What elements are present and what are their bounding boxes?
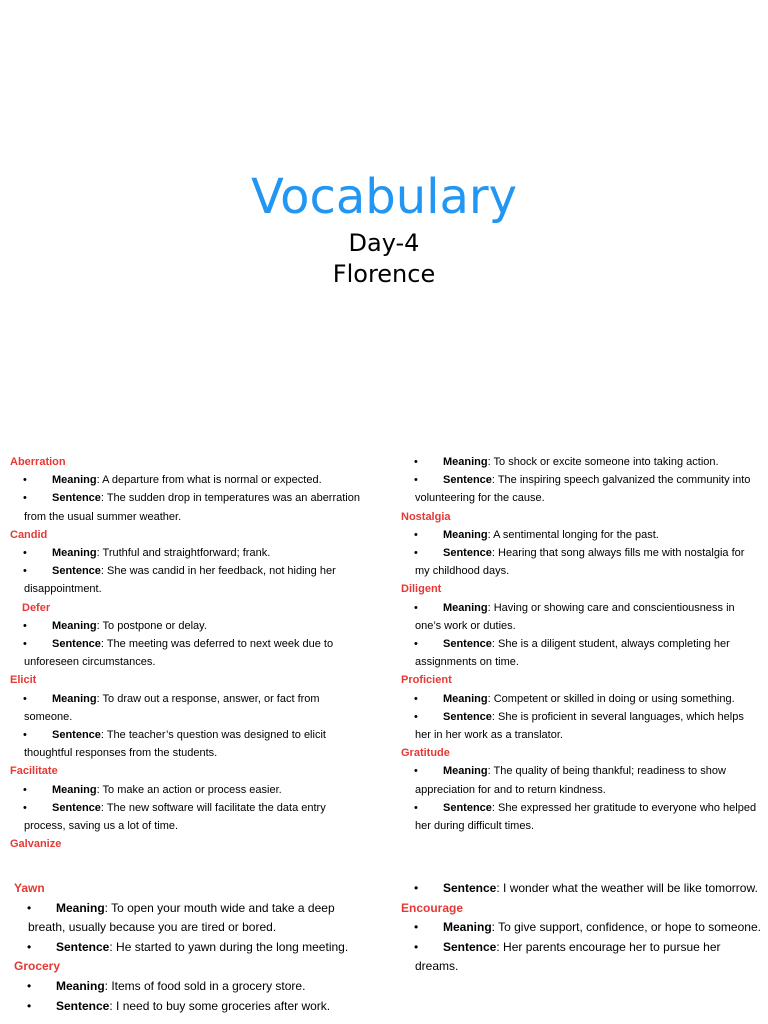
sentence-item: [401, 938, 761, 977]
sentence-label: Sentence: [443, 881, 497, 895]
vocab-term: Diligent: [401, 583, 442, 596]
meaning-label: Meaning: [52, 619, 97, 632]
sentence-item: [10, 726, 370, 762]
meaning-label: Meaning: [443, 692, 488, 705]
vocab-column-3: [14, 879, 374, 1016]
sentence-label: Sentence: [443, 547, 492, 560]
vocab-term: Proficient: [401, 674, 452, 687]
bullet-icon: •: [414, 528, 418, 541]
bullet-icon: •: [414, 474, 418, 487]
bullet-icon: •: [27, 978, 32, 993]
vocab-term: Elicit: [10, 674, 37, 687]
bullet-icon: •: [27, 939, 32, 954]
sentence-text: : He started to yawn during the long meeting.: [109, 939, 349, 954]
sentence-text: : The new software will facilitate the data entry process, saving us a lot of time.: [24, 801, 326, 833]
bullet-icon: •: [23, 565, 27, 578]
meaning-label: Meaning: [443, 528, 488, 541]
sentence-label: Sentence: [52, 565, 101, 578]
sentence-label: Sentence: [56, 998, 110, 1013]
meaning-label: Meaning: [52, 692, 97, 705]
sentence-label: Sentence: [443, 638, 492, 651]
vocab-column-1: [10, 453, 370, 853]
vocab-column-4: [401, 879, 761, 977]
meaning-item: [401, 526, 761, 544]
meaning-item: [401, 453, 761, 471]
bullet-icon: •: [414, 456, 418, 468]
sentence-text: : She is a diligent student, always completing her assignments on time.: [415, 638, 730, 669]
sentence-text: : The teacher’s question was designed to elicit thoughtful responses from the students.: [24, 729, 326, 760]
meaning-item: [401, 762, 761, 798]
sentence-label: Sentence: [443, 710, 492, 723]
sentence-text: : I need to buy some groceries after work.: [109, 998, 331, 1013]
vocab-term: Yawn: [14, 881, 45, 895]
sentence-label: Sentence: [52, 492, 101, 505]
vocab-column-2: [401, 453, 761, 835]
sentence-text: : Hearing that song always fills me with nostalgia for my childhood days.: [415, 547, 745, 578]
meaning-text: : To make an action or process easier.: [96, 783, 282, 796]
vocab-term: Defer: [22, 601, 51, 614]
page-title: Vocabulary: [250, 169, 518, 225]
meaning-label: Meaning: [52, 547, 97, 560]
bullet-icon: •: [23, 783, 27, 796]
bullet-icon: •: [27, 998, 32, 1013]
meaning-item: [401, 690, 761, 708]
sentence-label: Sentence: [56, 939, 110, 954]
meaning-text: : Competent or skilled in doing or using something.: [487, 692, 735, 705]
bullet-icon: •: [414, 692, 418, 705]
meaning-text: : Having or showing care and conscientiousness in one’s work or duties.: [415, 601, 735, 632]
meaning-item: [14, 899, 374, 938]
meaning-text: : To postpone or delay.: [96, 619, 207, 632]
bullet-icon: •: [23, 547, 27, 560]
meaning-text: : Items of food sold in a grocery store.: [104, 978, 306, 993]
bullet-icon: •: [414, 765, 418, 778]
sentence-label: Sentence: [52, 729, 101, 742]
sentence-text: : The meeting was deferred to next week due to unforeseen circumstances.: [24, 638, 334, 669]
meaning-label: Meaning: [443, 765, 488, 778]
sentence-item: [401, 799, 761, 835]
sentence-text: : Her parents encourage her to pursue her dreams.: [415, 939, 721, 974]
bullet-icon: •: [414, 939, 419, 954]
sentence-item: [401, 879, 761, 899]
bullet-icon: •: [414, 920, 419, 935]
sentence-label: Sentence: [52, 801, 101, 814]
meaning-label: Meaning: [443, 920, 492, 935]
sentence-item: [10, 562, 370, 598]
sentence-item: [401, 635, 761, 671]
meaning-text: : To open your mouth wide and take a deep breath, usually because you are tired or bored.: [28, 900, 335, 935]
bullet-icon: •: [23, 692, 27, 705]
author-name: Florence: [332, 260, 436, 288]
bullet-icon: •: [23, 492, 27, 505]
meaning-label: Meaning: [56, 900, 105, 915]
meaning-label: Meaning: [443, 601, 488, 614]
bullet-icon: •: [23, 474, 27, 487]
bullet-icon: •: [23, 801, 27, 814]
title-block: [0, 166, 768, 290]
sentence-text: : The inspiring speech galvanized the community into volunteering for the cause.: [415, 474, 751, 505]
sentence-item: [10, 489, 370, 525]
sentence-item: [401, 708, 761, 744]
vocab-term: Gratitude: [401, 747, 450, 760]
sentence-label: Sentence: [443, 939, 497, 954]
sentence-item: [10, 635, 370, 671]
meaning-item: [10, 617, 370, 635]
vocab-term: Facilitate: [10, 765, 58, 778]
bullet-icon: •: [414, 710, 418, 723]
bullet-icon: •: [414, 801, 418, 814]
sentence-label: Sentence: [443, 474, 492, 487]
sentence-text: : I wonder what the weather will be like tomorrow.: [496, 881, 758, 895]
meaning-item: [10, 544, 370, 562]
meaning-item: [401, 599, 761, 635]
meaning-item: [10, 781, 370, 799]
bullet-icon: •: [23, 638, 27, 651]
bullet-icon: •: [414, 638, 418, 651]
meaning-text: : To give support, confidence, or hope to someone.: [491, 920, 761, 935]
bullet-icon: •: [23, 619, 27, 632]
meaning-text: : The quality of being thankful; readiness to show appreciation for and to return kindness.: [415, 765, 726, 796]
bullet-icon: •: [414, 881, 419, 895]
sentence-text: : The sudden drop in temperatures was an aberration from the usual summer weather.: [24, 492, 360, 523]
bullet-icon: •: [27, 900, 32, 915]
meaning-item: [10, 690, 370, 726]
sentence-text: : She was candid in her feedback, not hiding her disappointment.: [24, 565, 336, 596]
meaning-label: Meaning: [56, 978, 105, 993]
meaning-label: Meaning: [52, 474, 97, 487]
meaning-text: : To shock or excite someone into taking action.: [487, 456, 719, 468]
sentence-item: [14, 997, 374, 1017]
sentence-item: [14, 938, 374, 958]
vocab-term: Galvanize: [10, 838, 62, 851]
meaning-text: : Truthful and straightforward; frank.: [96, 547, 271, 560]
bullet-icon: •: [23, 729, 27, 742]
meaning-item: [14, 977, 374, 997]
vocab-term: Grocery: [14, 959, 61, 974]
sentence-item: [401, 471, 761, 507]
sentence-label: Sentence: [52, 638, 101, 651]
bullet-icon: •: [414, 547, 418, 560]
sentence-text: : She expressed her gratitude to everyone who helped her during difficult times.: [415, 801, 757, 833]
vocab-term: Nostalgia: [401, 510, 451, 523]
meaning-text: : A departure from what is normal or expected.: [96, 474, 322, 487]
meaning-item: [10, 471, 370, 489]
vocab-term: Candid: [10, 528, 48, 541]
vocab-term: Aberration: [10, 456, 66, 468]
meaning-label: Meaning: [52, 783, 97, 796]
sentence-text: : She is proficient in several languages, which helps her in her work as a translator.: [415, 710, 744, 742]
sentence-label: Sentence: [443, 801, 492, 814]
vocab-term: Encourage: [401, 900, 464, 915]
meaning-item: [401, 918, 761, 938]
meaning-label: Meaning: [443, 456, 488, 468]
sentence-item: [10, 799, 370, 835]
meaning-text: : To draw out a response, answer, or fact from someone.: [24, 692, 320, 723]
bullet-icon: •: [414, 601, 418, 614]
meaning-text: : A sentimental longing for the past.: [487, 528, 659, 541]
sentence-item: [401, 544, 761, 580]
day-label: Day-4: [348, 229, 420, 257]
